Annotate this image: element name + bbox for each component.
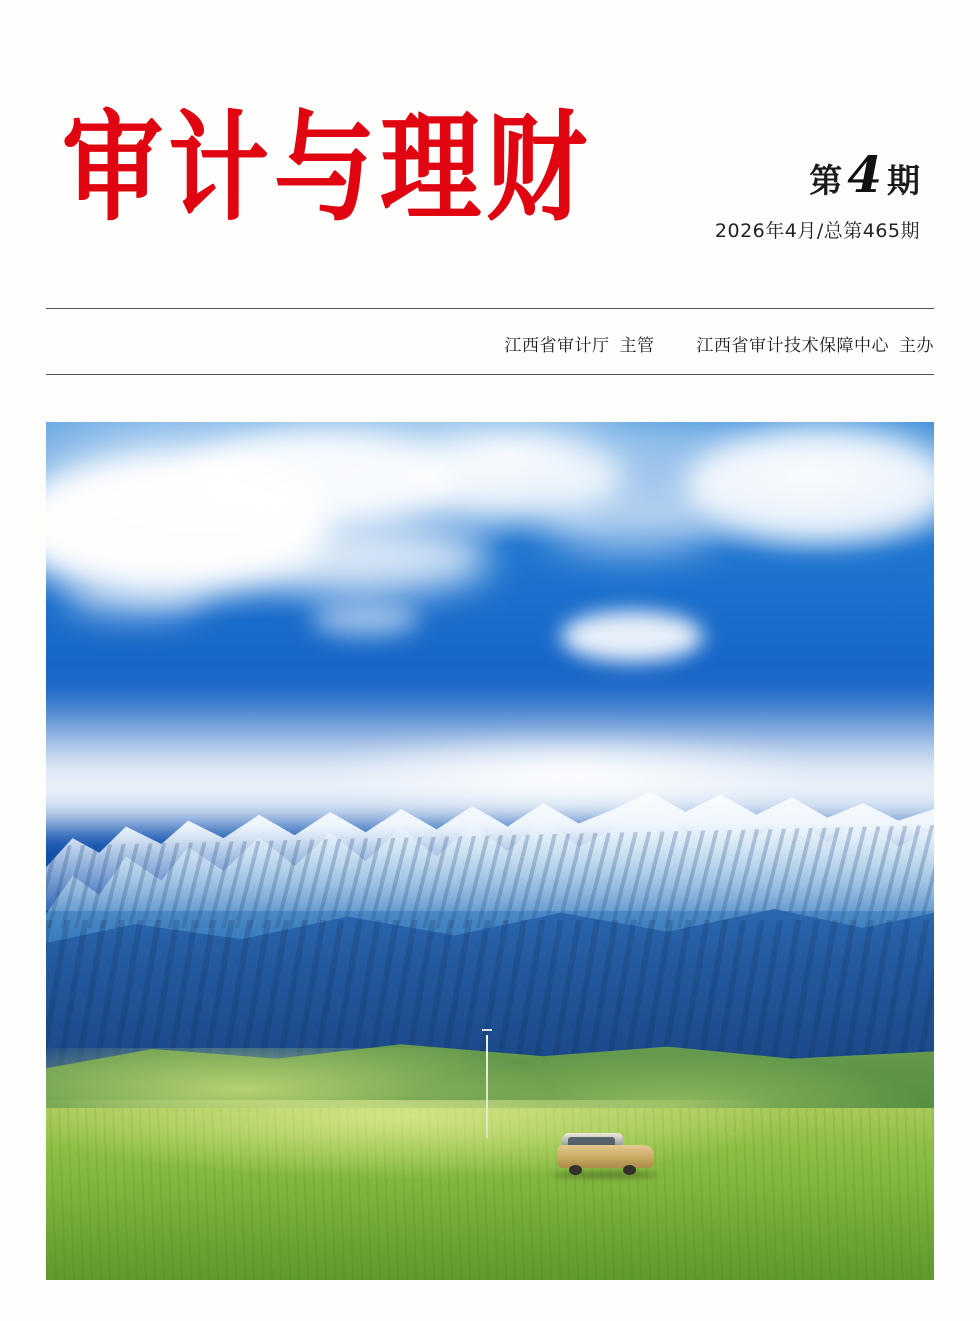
- cloud-shape: [259, 525, 490, 594]
- sponsor-org-publisher: 江西省审计技术保障中心: [696, 336, 889, 356]
- divider-bottom: [46, 374, 934, 375]
- sponsor-org-supervisor: 江西省审计厅: [504, 336, 610, 356]
- sponsor-role-supervisor: 主管: [619, 336, 655, 356]
- suv-vehicle: [557, 1136, 655, 1175]
- issue-date-label: 2026年4月/总第465期: [714, 220, 920, 242]
- vehicle-wheel: [623, 1165, 636, 1175]
- cloud-shape: [685, 431, 934, 543]
- vehicle-shadow: [553, 1172, 658, 1178]
- cloud-shape: [561, 611, 703, 662]
- journal-title-block: [62, 99, 592, 238]
- antenna-pole: [486, 1035, 488, 1138]
- issue-number: 4: [847, 145, 882, 204]
- masthead: [0, 0, 980, 300]
- sponsor-role-publisher: 主办: [899, 336, 934, 356]
- cover-photo: [46, 422, 934, 1280]
- page-title: 审计与理财: [62, 99, 592, 238]
- issue-suffix-label: 期: [887, 161, 920, 200]
- divider-top: [46, 308, 934, 309]
- antenna-crossbar: [482, 1029, 492, 1031]
- sponsor-line: [46, 331, 934, 356]
- issue-block: [660, 145, 920, 243]
- issue-number-line: [660, 145, 920, 204]
- issue-prefix-label: 第: [809, 161, 843, 200]
- meadow-highlight: [46, 1100, 934, 1186]
- cloud-shape: [64, 576, 206, 619]
- cloud-band-highlight: [312, 731, 827, 817]
